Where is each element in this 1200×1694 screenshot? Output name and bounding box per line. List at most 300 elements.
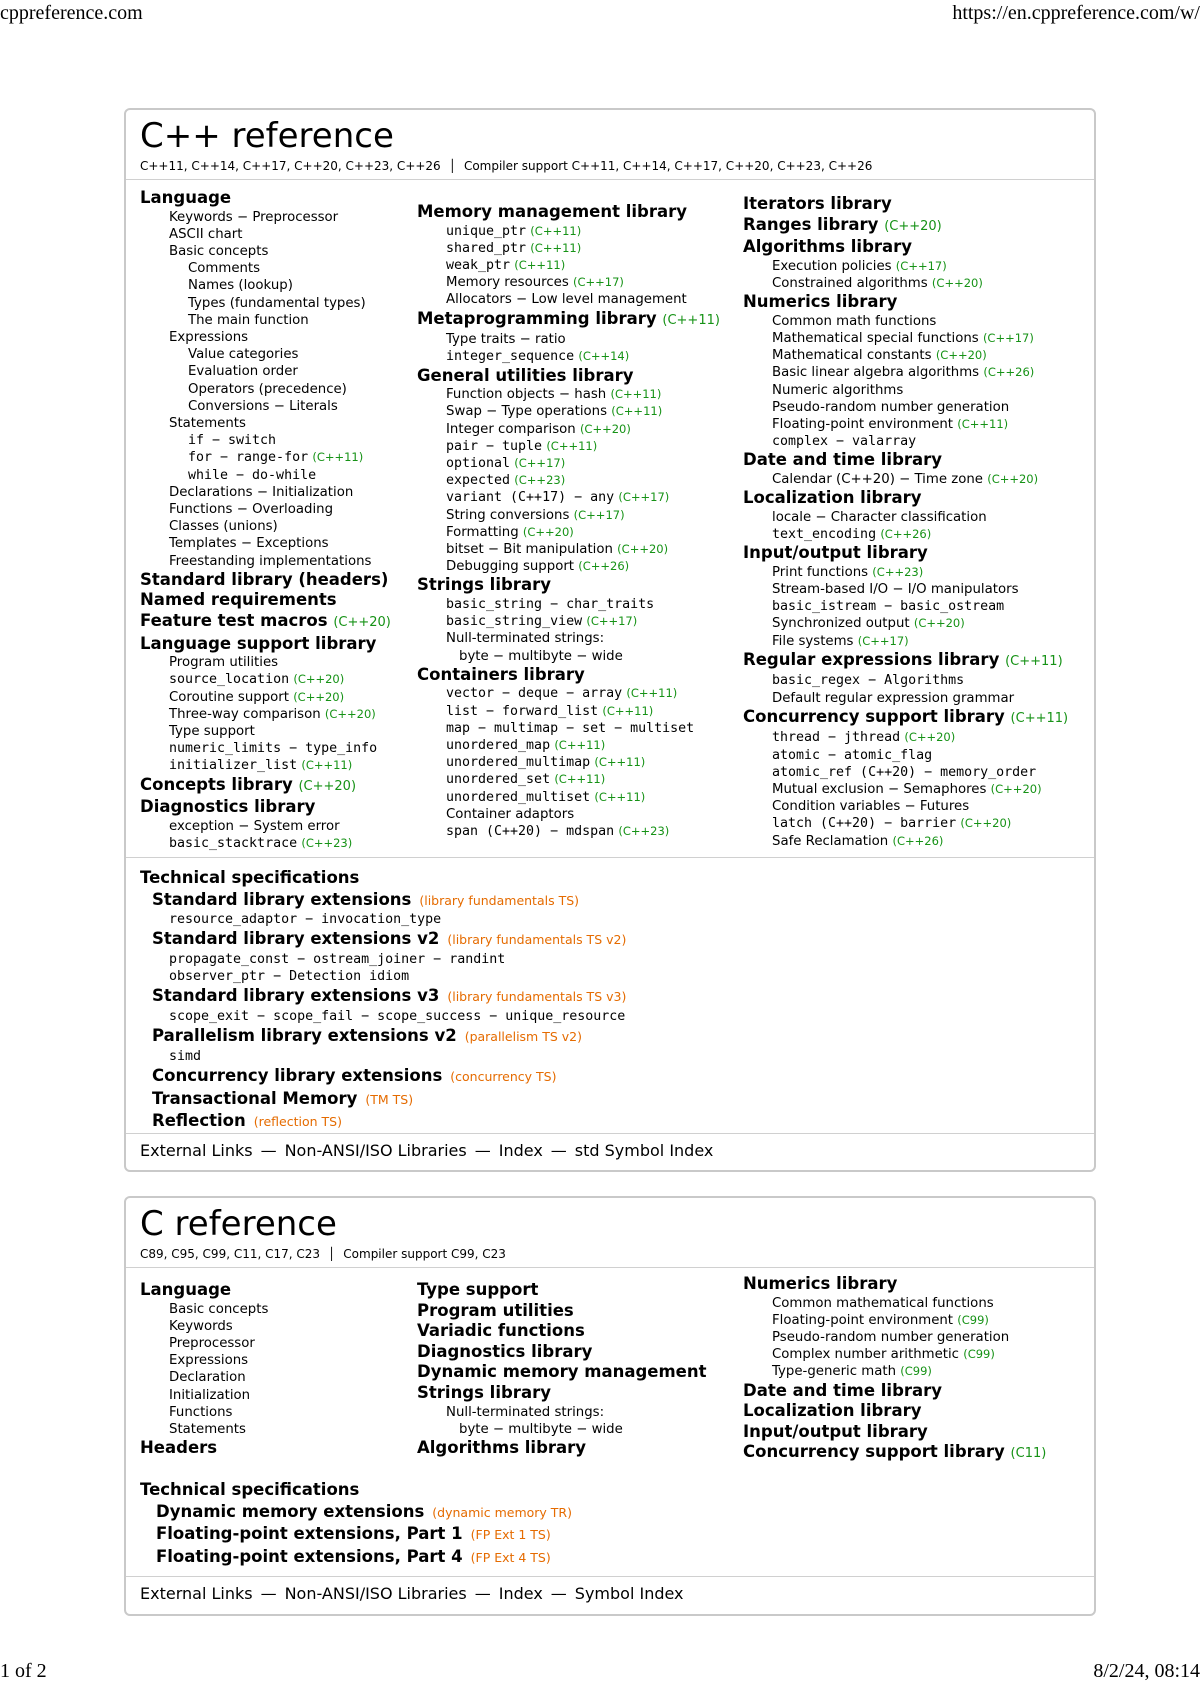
section-heading-link[interactable]: General utilities library bbox=[417, 365, 634, 385]
tech-spec-link[interactable]: simd bbox=[169, 1048, 202, 1064]
reference-link[interactable]: Condition variables − Futures bbox=[772, 799, 970, 815]
ts-badge[interactable]: (reflection TS) bbox=[253, 1114, 342, 1130]
reference-link[interactable]: if − switch bbox=[188, 433, 277, 449]
reference-link[interactable]: unordered_set bbox=[446, 772, 551, 788]
reference-link[interactable]: weak_ptr bbox=[446, 258, 511, 273]
reference-item bbox=[417, 524, 720, 541]
reference-item bbox=[417, 771, 720, 788]
version-badge: (C++17) bbox=[982, 330, 1034, 345]
ts-badge[interactable]: (parallelism TS v2) bbox=[464, 1029, 582, 1045]
footer-link[interactable]: External Links bbox=[140, 1141, 253, 1160]
version-badge: (C++20) bbox=[617, 542, 669, 557]
reference-link[interactable]: unordered_multiset bbox=[446, 789, 591, 805]
footer-link[interactable]: Non-ANSI/ISO Libraries bbox=[284, 1584, 467, 1603]
cpp-external-links-bar bbox=[126, 1133, 1094, 1166]
reference-link[interactable]: Coroutine support bbox=[169, 689, 289, 705]
footer-link[interactable]: std Symbol Index bbox=[574, 1141, 714, 1160]
reference-link[interactable]: Classes (unions) bbox=[169, 519, 278, 535]
reference-link[interactable]: unique_ptr bbox=[446, 223, 527, 239]
c-column-2 bbox=[417, 1280, 706, 1459]
cpp-compiler-support[interactable]: Compiler support C++11, C++14, C++17, C++20, C++23, C++26 bbox=[463, 159, 873, 173]
section-heading-link[interactable]: Metaprogramming library bbox=[417, 308, 657, 328]
footer-link[interactable]: Non-ANSI/ISO Libraries bbox=[284, 1141, 467, 1160]
section-heading bbox=[140, 1280, 268, 1301]
section-heading bbox=[743, 194, 1068, 215]
version-badge: (C++11) bbox=[602, 703, 654, 718]
tech-spec-item bbox=[140, 1008, 1094, 1025]
tech-spec-section bbox=[140, 1502, 1094, 1524]
reference-link[interactable]: Value categories bbox=[188, 347, 299, 363]
section-heading bbox=[140, 1438, 268, 1459]
tech-spec-section bbox=[140, 1066, 1094, 1088]
reference-item bbox=[417, 1421, 706, 1438]
section-heading bbox=[743, 292, 1068, 313]
reference-link[interactable]: Mathematical constants bbox=[772, 348, 932, 364]
reference-link[interactable]: basic_regex − Algorithms bbox=[772, 673, 965, 689]
reference-link[interactable]: Types (fundamental types) bbox=[188, 295, 366, 311]
section-heading bbox=[417, 202, 720, 223]
section-heading-link[interactable]: Concepts library bbox=[140, 774, 293, 794]
version-badge: (C++11) bbox=[514, 258, 566, 272]
reference-link[interactable]: expected bbox=[446, 473, 511, 489]
reference-link[interactable]: Stream-based I/O − I/O manipulators bbox=[772, 582, 1019, 597]
reference-link[interactable]: Type traits − ratio bbox=[446, 332, 566, 348]
reference-link[interactable]: ASCII chart bbox=[169, 226, 243, 242]
section-heading-link[interactable]: Containers library bbox=[417, 664, 585, 684]
reference-link[interactable]: Conversions − Literals bbox=[188, 398, 338, 414]
link-separator: — bbox=[474, 1141, 491, 1160]
reference-item bbox=[140, 654, 391, 671]
reference-link[interactable]: Templates − Exceptions bbox=[169, 536, 329, 552]
version-badge: (C++11) bbox=[1010, 710, 1069, 726]
reference-link[interactable]: thread − jthread bbox=[772, 730, 901, 746]
tech-spec-heading bbox=[140, 868, 1094, 889]
section-heading-link[interactable]: Numerics library bbox=[743, 292, 898, 312]
reference-link[interactable]: Null-terminated strings: bbox=[446, 631, 605, 647]
cpp-column-1 bbox=[140, 188, 391, 852]
reference-link[interactable]: source_location bbox=[169, 672, 290, 688]
reference-item bbox=[743, 509, 1068, 526]
reference-link[interactable]: Calendar (C++20) − Time zone bbox=[772, 472, 983, 487]
reference-link[interactable]: Pseudo-random number generation bbox=[772, 1330, 1010, 1345]
reference-link[interactable]: Preprocessor bbox=[169, 1336, 255, 1351]
reference-link[interactable]: Mutual exclusion − Semaphores bbox=[772, 782, 987, 798]
reference-item bbox=[743, 833, 1068, 850]
c-compiler-support[interactable]: Compiler support C99, C23 bbox=[343, 1247, 506, 1261]
reference-link[interactable]: Floating-point environment bbox=[772, 417, 954, 432]
version-badge: (C++23) bbox=[514, 473, 566, 488]
ts-badge[interactable]: (FP Ext 4 TS) bbox=[470, 1549, 551, 1565]
reference-item bbox=[140, 689, 391, 706]
version-badge: (C++11) bbox=[546, 438, 598, 453]
section-heading-link[interactable]: Date and time library bbox=[743, 450, 943, 470]
cpp-versions-line bbox=[140, 158, 1094, 174]
reference-link[interactable]: Swap − Type operations bbox=[446, 404, 608, 420]
tech-spec-section bbox=[140, 890, 1094, 912]
reference-link[interactable]: while − do-while bbox=[188, 467, 317, 483]
section-heading bbox=[417, 1362, 706, 1383]
tech-spec-item bbox=[140, 911, 1094, 928]
reference-link[interactable]: basic_string − char_traits bbox=[446, 597, 655, 613]
reference-link[interactable]: Statements bbox=[169, 416, 246, 432]
ts-badge[interactable]: (dynamic memory TR) bbox=[432, 1504, 572, 1520]
reference-item bbox=[743, 672, 1068, 689]
tech-spec-title-link[interactable]: Dynamic memory extensions bbox=[156, 1501, 425, 1521]
c-external-links-bar bbox=[126, 1576, 1094, 1609]
section-heading-link[interactable]: Variadic functions bbox=[417, 1321, 585, 1341]
reference-item bbox=[140, 1335, 268, 1352]
section-heading-link[interactable]: Diagnostics library bbox=[417, 1341, 593, 1361]
reference-link[interactable]: bitset − Bit manipulation bbox=[446, 542, 613, 558]
reference-item bbox=[417, 596, 720, 613]
reference-link[interactable]: Safe Reclamation bbox=[772, 833, 889, 849]
section-heading-link[interactable]: Ranges library bbox=[743, 214, 879, 234]
reference-link[interactable]: list − forward_list bbox=[446, 703, 599, 719]
reference-link[interactable]: Null-terminated strings: bbox=[446, 1404, 605, 1420]
reference-item bbox=[743, 364, 1068, 381]
version-badge: (C++20) bbox=[990, 782, 1042, 797]
reference-link[interactable]: Type-generic math bbox=[772, 1364, 897, 1380]
section-heading-link[interactable]: Language support library bbox=[140, 633, 377, 653]
section-heading-link[interactable]: Algorithms library bbox=[417, 1437, 587, 1457]
tech-spec-item bbox=[140, 968, 1094, 985]
version-badge: (C++23) bbox=[618, 824, 670, 839]
tech-spec-title-link[interactable]: Floating-point extensions, Part 4 bbox=[156, 1546, 463, 1566]
reference-link[interactable]: optional bbox=[446, 456, 511, 472]
reference-item bbox=[417, 541, 720, 558]
section-heading-link[interactable]: Concurrency support library bbox=[743, 1442, 1005, 1462]
reference-link[interactable]: Functions bbox=[169, 1404, 233, 1420]
section-heading-link[interactable]: Concurrency support library bbox=[743, 706, 1005, 726]
reference-link[interactable]: Allocators − Low level management bbox=[446, 292, 687, 308]
section-heading-link[interactable]: Diagnostics library bbox=[140, 797, 316, 817]
reference-item bbox=[743, 598, 1068, 615]
reference-link[interactable]: byte − multibyte − wide bbox=[459, 1421, 623, 1437]
reference-link[interactable]: Complex number arithmetic bbox=[772, 1347, 959, 1363]
reference-link[interactable]: Keywords bbox=[169, 1318, 233, 1334]
section-heading-link[interactable]: Numerics library bbox=[743, 1274, 898, 1293]
tech-spec-section bbox=[140, 986, 1094, 1008]
section-heading-link[interactable]: Type support bbox=[417, 1280, 539, 1299]
version-badge: (C++11) bbox=[554, 738, 606, 753]
reference-item bbox=[140, 1387, 268, 1404]
reference-link[interactable]: Declarations − Initialization bbox=[169, 484, 354, 500]
reference-link[interactable]: Operators (precedence) bbox=[188, 381, 347, 397]
reference-item bbox=[743, 781, 1068, 798]
reference-link[interactable]: Memory resources bbox=[446, 275, 569, 291]
reference-link[interactable]: Functions − Overloading bbox=[169, 502, 334, 518]
page-count: 1 of 2 bbox=[0, 1660, 47, 1682]
version-badge: (C++14) bbox=[578, 349, 630, 364]
reference-link[interactable]: for − range-for bbox=[188, 450, 309, 466]
ts-badge[interactable]: (FP Ext 1 TS) bbox=[470, 1527, 551, 1543]
tech-spec-section bbox=[140, 929, 1094, 951]
reference-link[interactable]: Evaluation order bbox=[188, 364, 298, 380]
reference-link[interactable]: Declaration bbox=[169, 1370, 246, 1386]
link-separator: — bbox=[550, 1584, 567, 1603]
version-badge: (C++11) bbox=[554, 772, 606, 787]
cpp-page-title[interactable]: C++ reference bbox=[140, 116, 394, 156]
reference-link[interactable]: Debugging support bbox=[446, 559, 575, 575]
version-badge: (C++20) bbox=[293, 689, 345, 704]
version-badge: (C++20) bbox=[935, 348, 987, 363]
ts-badge[interactable]: (concurrency TS) bbox=[450, 1068, 557, 1084]
version-badge: (C99) bbox=[900, 1364, 932, 1379]
reference-item bbox=[140, 1352, 268, 1369]
reference-item bbox=[140, 740, 391, 757]
reference-item bbox=[743, 1295, 1046, 1312]
reference-link[interactable]: Keywords − Preprocessor bbox=[169, 209, 339, 225]
reference-link[interactable]: span (C++20) − mdspan bbox=[446, 824, 615, 840]
reference-link[interactable]: vector − deque − array bbox=[446, 686, 623, 702]
version-badge: (C++20) bbox=[960, 816, 1012, 831]
section-heading-link[interactable]: Input/output library bbox=[743, 1421, 928, 1441]
cpp-column-3 bbox=[743, 194, 1068, 850]
reference-link[interactable]: Three-way comparison bbox=[169, 706, 321, 722]
reference-link[interactable]: Mathematical special functions bbox=[772, 330, 979, 346]
cpp-versions[interactable]: C++11, C++14, C++17, C++20, C++23, C++26 bbox=[140, 159, 441, 173]
reference-link[interactable]: Type support bbox=[169, 724, 255, 740]
reference-item bbox=[140, 226, 391, 243]
section-heading bbox=[417, 1383, 706, 1404]
version-badge: (C++11) bbox=[957, 417, 1009, 431]
reference-link[interactable]: shared_ptr bbox=[446, 240, 527, 256]
version-badge: (C++11) bbox=[594, 789, 646, 804]
reference-link[interactable]: Common mathematical functions bbox=[772, 1295, 994, 1311]
reference-link[interactable]: Expressions bbox=[169, 330, 249, 346]
reference-link[interactable]: Names (lookup) bbox=[188, 278, 293, 294]
reference-item bbox=[417, 823, 720, 840]
reference-item bbox=[743, 433, 1068, 450]
ts-badge[interactable]: (library fundamentals TS) bbox=[419, 892, 580, 908]
reference-item bbox=[140, 346, 391, 363]
reference-link[interactable]: Constrained algorithms bbox=[772, 275, 928, 291]
reference-link[interactable]: Container adaptors bbox=[446, 806, 575, 822]
section-heading bbox=[417, 1342, 706, 1363]
tech-spec-title-link[interactable]: Standard library extensions v2 bbox=[152, 929, 440, 949]
version-badge: (C++20) bbox=[913, 616, 965, 631]
reference-link[interactable]: byte − multibyte − wide bbox=[459, 648, 623, 664]
reference-item bbox=[140, 706, 391, 723]
reference-link[interactable]: Basic concepts bbox=[169, 244, 269, 259]
tech-spec-title-link[interactable]: Technical specifications bbox=[140, 868, 360, 887]
reference-link[interactable]: Integer comparison bbox=[446, 421, 576, 437]
c-versions[interactable]: C89, C95, C99, C11, C17, C23 bbox=[140, 1247, 321, 1261]
print-header-site: cppreference.com bbox=[0, 2, 143, 24]
tech-spec-item bbox=[140, 1048, 1094, 1065]
section-heading bbox=[140, 634, 391, 655]
reference-item bbox=[743, 471, 1068, 488]
version-badge: (C++17) bbox=[895, 258, 947, 273]
tech-spec-title-link[interactable]: Floating-point extensions, Part 1 bbox=[156, 1524, 463, 1544]
version-badge: (C++20) bbox=[324, 706, 376, 721]
reference-link[interactable]: variant (C++17) − any bbox=[446, 490, 615, 506]
reference-link[interactable]: Basic concepts bbox=[169, 1301, 269, 1317]
version-badge: (C++23) bbox=[872, 564, 924, 579]
reference-link[interactable]: Freestanding implementations bbox=[169, 553, 372, 569]
footer-link[interactable]: Index bbox=[498, 1584, 543, 1603]
reference-item bbox=[417, 507, 720, 524]
section-heading-link[interactable]: Language bbox=[140, 188, 232, 207]
section-heading-link[interactable]: Standard library (headers) bbox=[140, 569, 389, 589]
reference-link[interactable]: Comments bbox=[188, 261, 261, 277]
section-heading bbox=[417, 1321, 706, 1342]
reference-link[interactable]: Floating-point environment bbox=[772, 1312, 954, 1328]
reference-item bbox=[140, 671, 391, 688]
reference-link[interactable]: The main function bbox=[188, 312, 309, 328]
reference-link[interactable]: complex − valarray bbox=[772, 434, 917, 450]
tech-spec-title-link[interactable]: Parallelism library extensions v2 bbox=[152, 1026, 457, 1046]
c-title-bar bbox=[126, 1198, 1094, 1268]
tech-spec-title-link[interactable]: Technical specifications bbox=[140, 1480, 360, 1499]
section-heading bbox=[743, 1401, 1046, 1422]
section-heading-link[interactable]: Language bbox=[140, 1280, 232, 1299]
c-versions-line bbox=[140, 1246, 1094, 1262]
section-heading-link[interactable]: Strings library bbox=[417, 1382, 551, 1402]
section-heading bbox=[417, 366, 720, 387]
version-badge: (C++20) bbox=[579, 421, 631, 436]
link-separator: — bbox=[550, 1141, 567, 1160]
section-heading-link[interactable]: Iterators library bbox=[743, 194, 892, 213]
reference-link[interactable]: Synchronized output bbox=[772, 616, 910, 632]
print-header-url: https://en.cppreference.com/w/ bbox=[952, 2, 1200, 24]
reference-link[interactable]: Formatting bbox=[446, 524, 519, 540]
reference-link[interactable]: basic_stacktrace bbox=[169, 836, 298, 852]
reference-link[interactable]: latch (C++20) − barrier bbox=[772, 816, 957, 832]
reference-link[interactable]: locale − Character classification bbox=[772, 509, 987, 525]
reference-link[interactable]: Program utilities bbox=[169, 655, 279, 671]
version-badge: (C++20) bbox=[884, 218, 942, 234]
footer-link[interactable]: Index bbox=[498, 1141, 543, 1160]
section-heading bbox=[743, 237, 1068, 258]
reference-item bbox=[743, 258, 1068, 275]
reference-item bbox=[743, 1363, 1046, 1380]
section-heading-link[interactable]: Feature test macros bbox=[140, 611, 328, 631]
ts-badge[interactable]: (TM TS) bbox=[365, 1091, 414, 1107]
version-badge: (C++26) bbox=[578, 559, 630, 574]
section-heading bbox=[743, 1381, 1046, 1402]
reference-item bbox=[140, 312, 391, 329]
version-badge: (C++20) bbox=[931, 275, 983, 290]
reference-item bbox=[417, 806, 720, 823]
reference-item bbox=[417, 630, 720, 647]
reference-link[interactable]: Basic linear algebra algorithms bbox=[772, 365, 980, 381]
reference-link[interactable]: basic_string_view bbox=[446, 614, 583, 630]
version-badge: (C++20) bbox=[333, 615, 391, 631]
reference-link[interactable]: atomic − atomic_flag bbox=[772, 747, 933, 763]
section-heading-link[interactable]: Input/output library bbox=[743, 543, 928, 563]
reference-item bbox=[140, 415, 391, 432]
reference-link[interactable]: Function objects − hash bbox=[446, 387, 607, 403]
reference-link[interactable]: atomic_ref (C++20) − memory_order bbox=[772, 764, 1037, 780]
tech-spec-title-link[interactable]: Transactional Memory bbox=[152, 1088, 358, 1108]
reference-item bbox=[417, 240, 720, 257]
reference-item bbox=[417, 1404, 706, 1421]
reference-link[interactable]: Execution policies bbox=[772, 258, 892, 274]
reference-link[interactable]: Print functions bbox=[772, 564, 869, 580]
ts-badge[interactable]: (library fundamentals TS v2) bbox=[447, 932, 627, 948]
tech-spec-link[interactable]: scope_exit − scope_fail − scope_success − unique_resource bbox=[169, 1008, 626, 1024]
tech-spec-title-link[interactable]: Standard library extensions v3 bbox=[152, 986, 440, 1006]
section-heading-link[interactable]: Strings library bbox=[417, 575, 551, 595]
reference-link[interactable]: Expressions bbox=[169, 1353, 249, 1369]
reference-item bbox=[743, 330, 1068, 347]
reference-link[interactable]: Pseudo-random number generation bbox=[772, 399, 1010, 415]
reference-link[interactable]: String conversions bbox=[446, 507, 570, 523]
section-heading bbox=[743, 543, 1068, 564]
section-heading-link[interactable]: Localization library bbox=[743, 1401, 922, 1421]
tech-spec-section bbox=[140, 1547, 1094, 1569]
tech-spec-title-link[interactable]: Reflection bbox=[152, 1111, 246, 1131]
separator: │ bbox=[328, 1247, 336, 1261]
c-page-title[interactable]: C reference bbox=[140, 1204, 337, 1244]
reference-item bbox=[417, 558, 720, 575]
reference-link[interactable]: unordered_map bbox=[446, 738, 551, 754]
section-heading-link[interactable]: Algorithms library bbox=[743, 237, 913, 257]
section-heading bbox=[140, 570, 391, 591]
reference-item bbox=[743, 798, 1068, 815]
reference-item bbox=[743, 275, 1068, 292]
reference-item bbox=[417, 737, 720, 754]
tech-spec-title-link[interactable]: Concurrency library extensions bbox=[152, 1065, 443, 1085]
reference-link[interactable]: Statements bbox=[169, 1422, 246, 1438]
reference-item bbox=[417, 720, 720, 737]
footer-link[interactable]: External Links bbox=[140, 1584, 253, 1603]
tech-spec-section bbox=[140, 1524, 1094, 1546]
tech-spec-link[interactable]: observer_ptr − Detection idiom bbox=[169, 969, 410, 985]
link-separator: — bbox=[260, 1141, 277, 1160]
reference-link[interactable]: basic_istream − basic_ostream bbox=[772, 599, 1005, 615]
section-heading-link[interactable]: Localization library bbox=[743, 488, 922, 508]
reference-link[interactable]: Default regular expression grammar bbox=[772, 690, 1015, 706]
section-heading-link[interactable]: Regular expressions library bbox=[743, 649, 1000, 669]
tech-spec-link[interactable]: resource_adaptor − invocation_type bbox=[169, 912, 442, 928]
section-heading-link[interactable]: Date and time library bbox=[743, 1380, 943, 1400]
section-heading-link[interactable]: Program utilities bbox=[417, 1300, 574, 1320]
tech-spec-title-link[interactable]: Standard library extensions bbox=[152, 889, 412, 909]
reference-link[interactable]: numeric_limits − type_info bbox=[169, 741, 378, 757]
tech-spec-item bbox=[140, 951, 1094, 968]
version-badge: (C++17) bbox=[573, 507, 625, 522]
reference-item bbox=[743, 416, 1068, 433]
reference-item bbox=[417, 789, 720, 806]
reference-link[interactable]: Initialization bbox=[169, 1387, 251, 1403]
section-heading-link[interactable]: Dynamic memory management bbox=[417, 1362, 707, 1382]
reference-item bbox=[743, 764, 1068, 781]
cpp-technical-specifications bbox=[126, 857, 1094, 1133]
reference-link[interactable]: map − multimap − set − multiset bbox=[446, 720, 695, 736]
separator: │ bbox=[448, 159, 456, 173]
reference-link[interactable]: unordered_multimap bbox=[446, 755, 591, 771]
section-heading-link[interactable]: Headers bbox=[140, 1438, 218, 1458]
tech-spec-link[interactable]: propagate_const − ostream_joiner − randint bbox=[169, 951, 506, 967]
reference-link[interactable]: File systems bbox=[772, 633, 854, 649]
reference-link[interactable]: exception − System error bbox=[169, 818, 340, 834]
reference-link[interactable]: text_encoding bbox=[772, 527, 877, 542]
ts-badge[interactable]: (library fundamentals TS v3) bbox=[447, 989, 627, 1005]
section-heading-link[interactable]: Memory management library bbox=[417, 202, 688, 221]
footer-link[interactable]: Symbol Index bbox=[574, 1584, 684, 1603]
reference-link[interactable]: initializer_list bbox=[169, 758, 298, 774]
reference-link[interactable]: integer_sequence bbox=[446, 349, 575, 365]
reference-link[interactable]: Common math functions bbox=[772, 313, 937, 329]
section-heading bbox=[743, 488, 1068, 509]
reference-link[interactable]: pair − tuple bbox=[446, 438, 543, 454]
version-badge: (C++11) bbox=[594, 755, 646, 770]
reference-link[interactable]: Numeric algorithms bbox=[772, 382, 904, 398]
section-heading bbox=[140, 611, 391, 634]
section-heading-link[interactable]: Named requirements bbox=[140, 590, 337, 610]
